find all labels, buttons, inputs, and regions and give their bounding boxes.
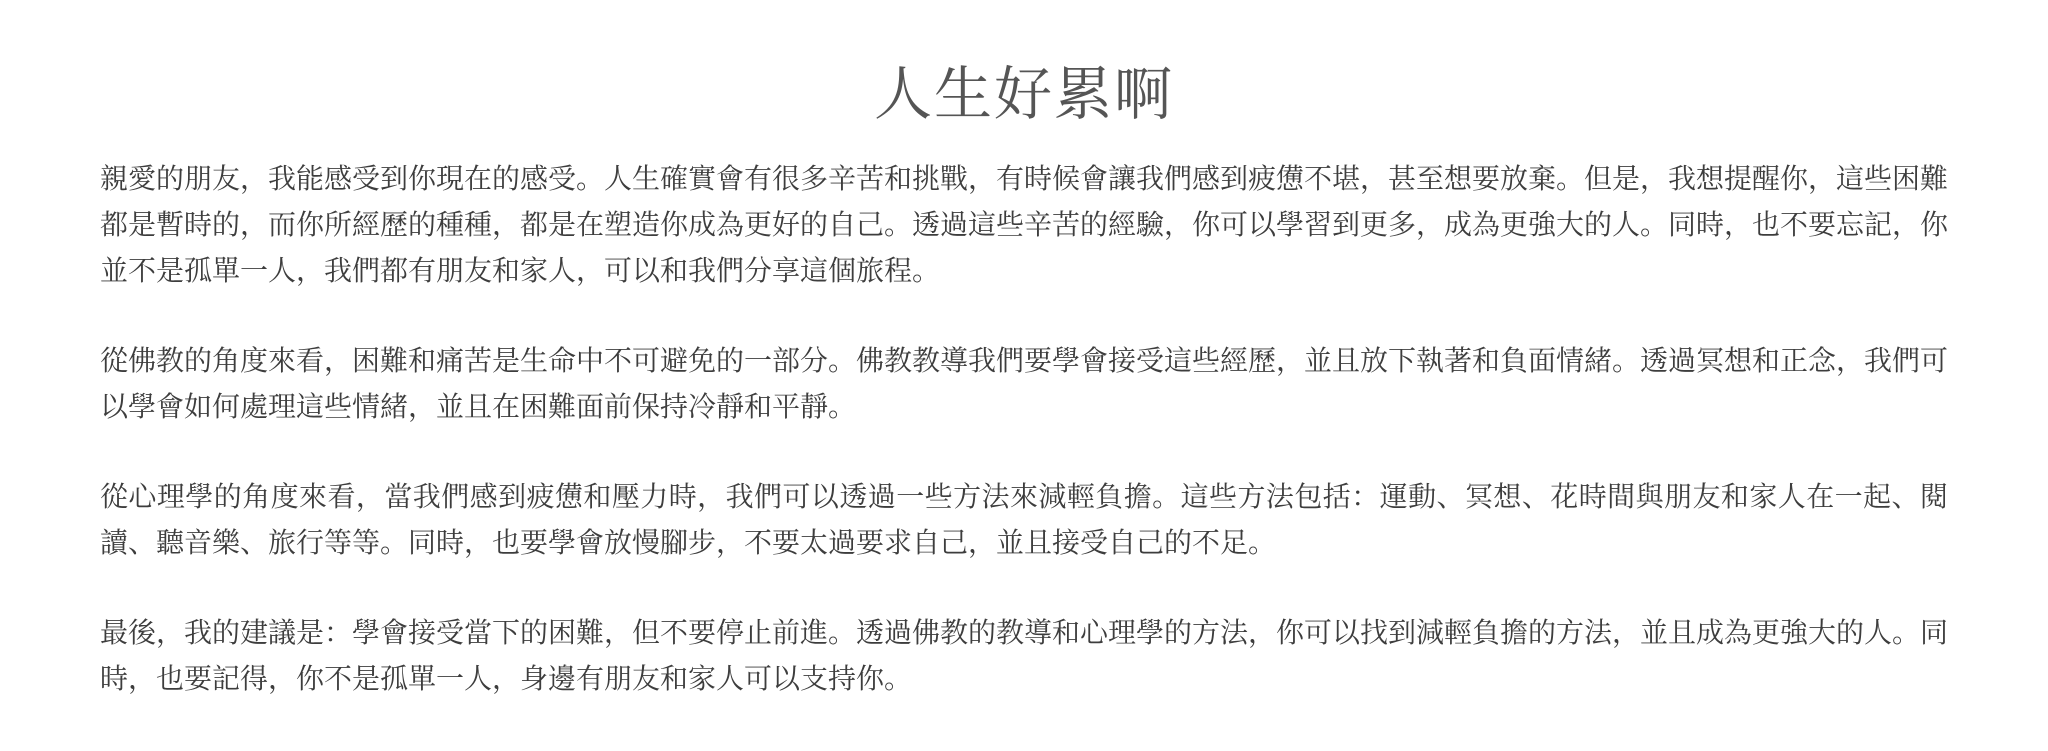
paragraph: 從佛教的角度來看，困難和痛苦是生命中不可避免的一部分。佛教教導我們要學會接受這些經歷，並且放下執著和負面情緒。透過冥想和正念，我們可以學會如何處理這些情緒，並且在困難面前保持冷靜和平靜。 [100, 344, 1949, 423]
article-title: 人生好累啊 [873, 60, 1174, 128]
paragraph: 親愛的朋友，我能感受到你現在的感受。人生確實會有很多辛苦和挑戰，有時候會讓我們感到疲憊不堪，甚至想要放棄。但是，我想提醒你，這些困難都是暫時的，而你所經歷的種種，都是在塑造你成為更好的自己。透過這些辛苦的經驗，你可以學習到更多，成為更強大的人。同時，也不要忘記，你並不是孤單一人，我們都有朋友和家人，可以和我們分享這個旅程。 [100, 162, 1949, 287]
paragraph: 最後，我的建議是：學會接受當下的困難，但不要停止前進。透過佛教的教導和心理學的方法，你可以找到減輕負擔的方法，並且成為更強大的人。同時，也要記得，你不是孤單一人，身邊有朋友和家人可以支持你。 [100, 616, 1949, 695]
paragraph: 從心理學的角度來看，當我們感到疲憊和壓力時，我們可以透過一些方法來減輕負擔。這些方法包括：運動、冥想、花時間與朋友和家人在一起、閱讀、聽音樂、旅行等等。同時，也要學會放慢腳步，不要太過要求自己，並且接受自己的不足。 [100, 480, 1948, 559]
